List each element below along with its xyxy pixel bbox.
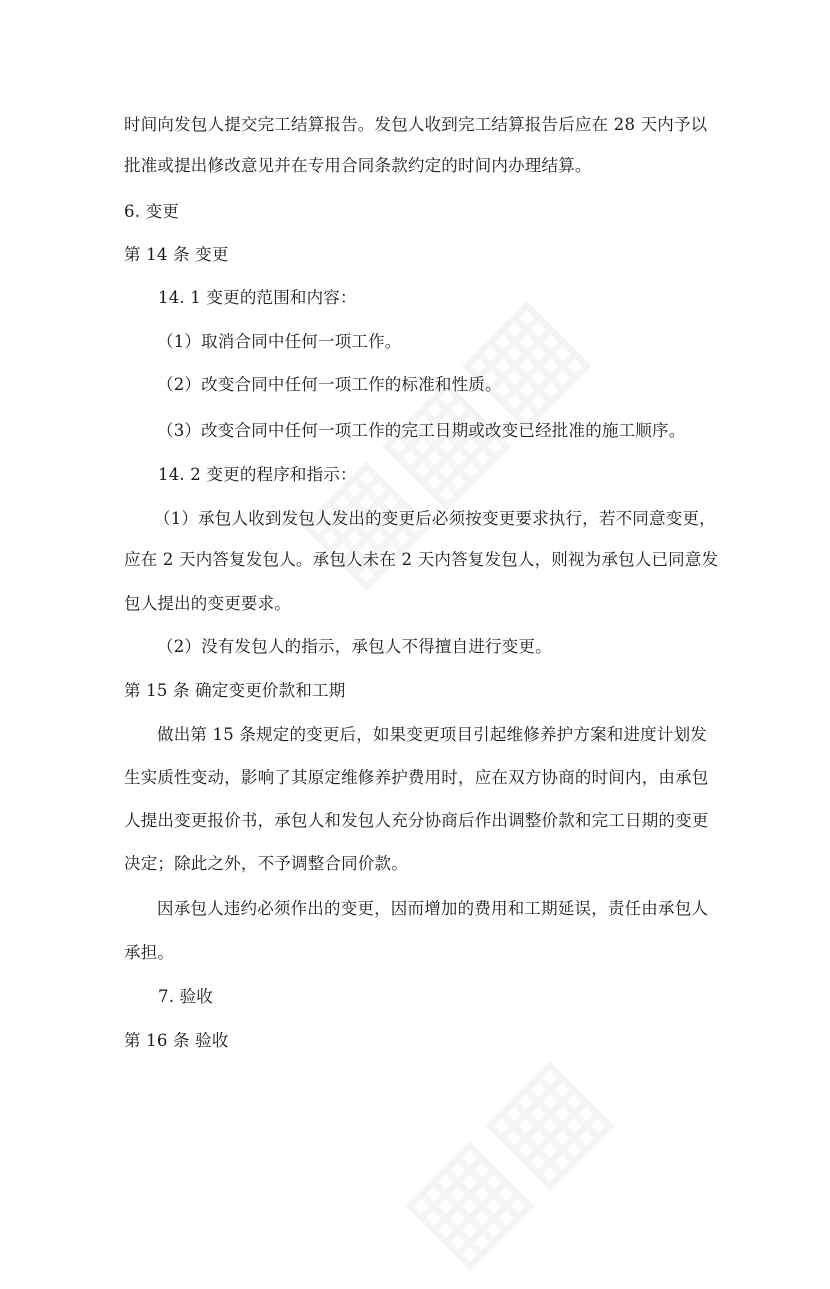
clause-heading: 14. 1 变更的范围和内容： xyxy=(158,288,357,307)
article-heading: 第 16 条 验收 xyxy=(124,1031,229,1050)
text-line: （1）承包人收到发包人发出的变更后必须按变更要求执行，若不同意变更， xyxy=(154,509,716,528)
text-line: 人提出变更报价书，承包人和发包人充分协商后作出调整价款和完工日期的变更 xyxy=(124,811,709,830)
list-item: （2）没有发包人的指示，承包人不得擅自进行变更。 xyxy=(157,637,552,656)
article-heading: 第 15 条 确定变更价款和工期 xyxy=(124,681,346,700)
section-heading: 6. 变更 xyxy=(124,202,179,221)
text-line: 做出第 15 条规定的变更后，如果变更项目引起维修养护方案和进度计划发 xyxy=(157,725,707,744)
list-item: （2）改变合同中任何一项工作的标准和性质。 xyxy=(157,375,502,394)
text-line: 应在 2 天内答复发包人。承包人未在 2 天内答复发包人，则视为承包人已同意发 xyxy=(124,550,719,569)
text-line: 时间向发包人提交完工结算报告。发包人收到完工结算报告后应在 28 天内予以 xyxy=(124,115,708,134)
article-heading: 第 14 条 变更 xyxy=(124,245,229,264)
list-item: （3）改变合同中任何一项工作的完工日期或改变已经批准的施工顺序。 xyxy=(157,421,686,440)
text-line: 包人提出的变更要求。 xyxy=(124,594,291,613)
text-line: 决定；除此之外，不予调整合同价款。 xyxy=(124,854,408,873)
text-line: 生实质性变动，影响了其原定维修养护费用时，应在双方协商的时间内，由承包 xyxy=(124,768,709,787)
list-item: （1）取消合同中任何一项工作。 xyxy=(157,332,402,351)
watermark-graphic-bottom xyxy=(374,1030,633,1289)
text-line: 批准或提出修改意见并在专用合同条款约定的时间内办理结算。 xyxy=(124,156,592,175)
text-line: 承担。 xyxy=(124,943,175,962)
section-heading: 7. 验收 xyxy=(158,987,213,1006)
text-line: 因承包人违约必须作出的变更，因而增加的费用和工期延误，责任由承包人 xyxy=(157,899,709,918)
clause-heading: 14. 2 变更的程序和指示： xyxy=(158,465,357,484)
